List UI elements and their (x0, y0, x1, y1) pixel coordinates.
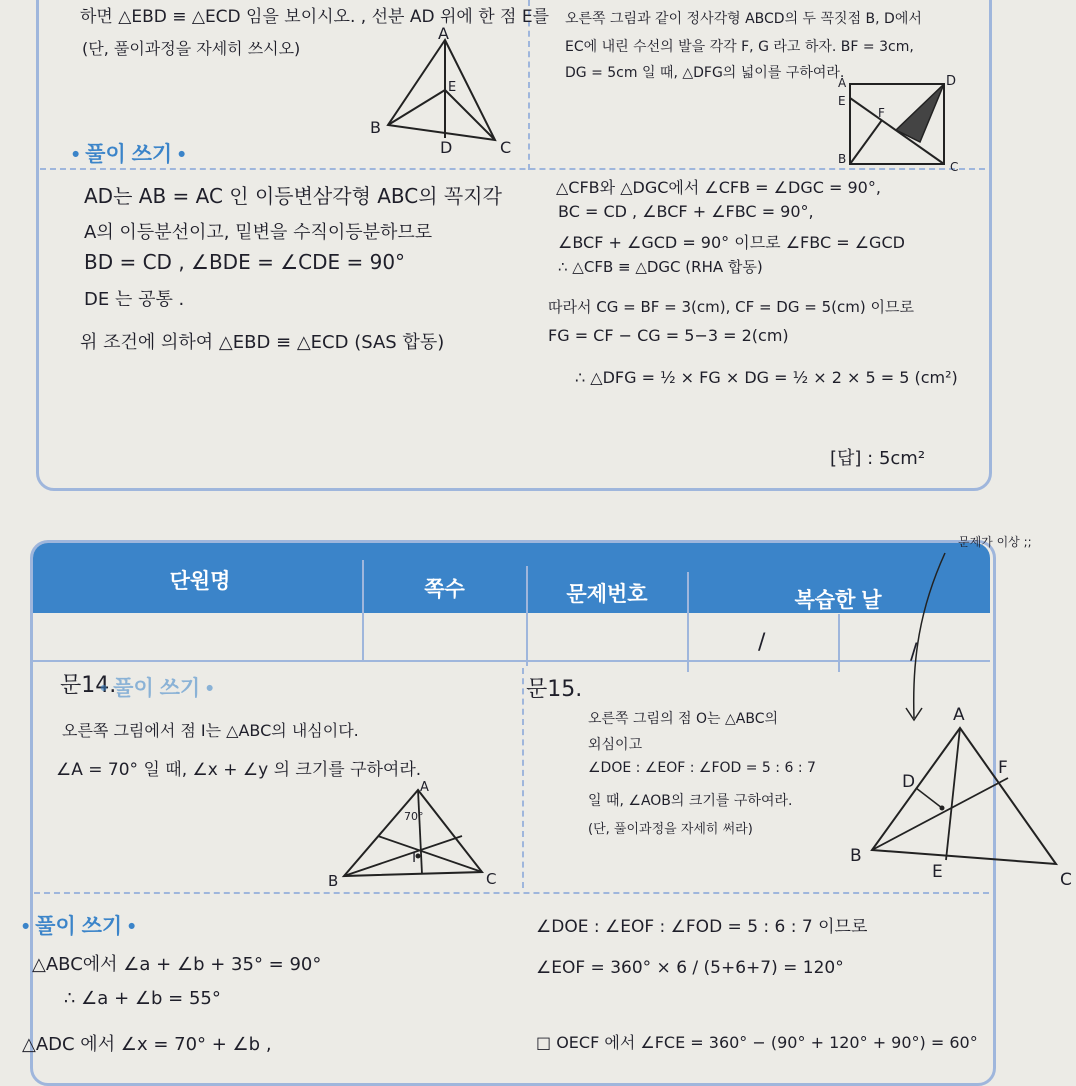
top-right-solution-line6: FG = CF − CG = 5−3 = 2(cm) (548, 326, 789, 345)
review-col-divider-4 (838, 614, 840, 672)
circumcenter-triangle-figure (860, 716, 1060, 876)
problem-15-fig-label-b: B (850, 846, 862, 866)
top-right-fig-label-c: C (950, 160, 959, 174)
problem-14-line2: ∠A = 70° 일 때, ∠x + ∠y 의 크기를 구하여라. (56, 760, 422, 780)
square-figure (840, 76, 960, 176)
top-right-fig-label-e: E (838, 94, 846, 108)
problem-15-line2: 외심이고 (588, 737, 643, 753)
top-left-fig-label-e: E (448, 80, 457, 95)
top-right-solution-line2: BC = CD , ∠BCF + ∠FBC = 90°, (558, 202, 814, 221)
top-left-fig-label-b: B (370, 118, 381, 137)
top-right-fig-label-a: A (838, 76, 847, 90)
top-right-fig-label-d: D (946, 74, 957, 89)
problem-15-fig-label-d: D (902, 772, 916, 792)
top-left-solution-line2: A의 이등분선이고, 밑변을 수직이등분하므로 (84, 222, 433, 243)
problem-15-number: 문15. (526, 677, 583, 702)
review-date-mark-2: / (910, 640, 918, 665)
problem-14-fig-label-a: A (420, 780, 429, 795)
problem-14-fig-label-c: C (486, 870, 497, 888)
review-date-mark-1: / (758, 630, 766, 655)
top-right-solution-line4: ∴ △CFB ≡ △DGC (RHA 합동) (558, 258, 763, 276)
top-right-problem-line3: DG = 5cm 일 때, △DFG의 넓이를 구하여라. (565, 65, 845, 81)
problem-14-fig-label-b: B (328, 872, 339, 890)
review-header-problem-number: 문제번호 (566, 583, 648, 606)
problem-15-fig-label-e: E (932, 862, 943, 882)
problem-14-solution-line3: △ADC 에서 ∠x = 70° + ∠b , (22, 1034, 272, 1055)
incenter-triangle-figure (330, 780, 500, 890)
top-right-solution-line1: △CFB와 △DGC에서 ∠CFB = ∠DGC = 90°, (556, 178, 881, 197)
top-left-solution-line1: AD는 AB = AC 인 이등변삼각형 ABC의 꼭지각 (84, 184, 502, 208)
top-left-fig-label-c: C (500, 138, 512, 157)
problem-14-solution-line2: ∴ ∠a + ∠b = 55° (64, 988, 221, 1009)
top-right-solution-line3: ∠BCF + ∠GCD = 90° 이므로 ∠FBC = ∠GCD (558, 233, 905, 252)
review-col-divider-3 (687, 572, 689, 672)
top-right-fig-label-b: B (838, 152, 847, 166)
review-header-review-date: 복습한 날 (794, 589, 882, 612)
bottom-center-divider (522, 668, 524, 888)
problem-14-solution-line1: △ABC에서 ∠a + ∠b + 35° = 90° (32, 954, 322, 975)
top-left-solution-line4: DE 는 공통 . (84, 289, 185, 310)
problem-15-fig-label-a: A (953, 705, 965, 725)
problem-15-line4: 일 때, ∠AOB의 크기를 구하여라. (588, 793, 793, 809)
review-table-bottom (33, 660, 990, 662)
top-left-problem-line1: 하면 △EBD ≡ △ECD 임을 보이시오. , 선분 AD 위에 한 점 E를 (80, 7, 550, 27)
problem-15-solution-line1: ∠DOE : ∠EOF : ∠FOD = 5 : 6 : 7 이므로 (536, 917, 868, 937)
problem-14-fig-label-angle: 70° (404, 810, 424, 823)
problem-15-line3: ∠DOE : ∠EOF : ∠FOD = 5 : 6 : 7 (588, 760, 816, 776)
top-right-problem-line1: 오른쪽 그림과 같이 정사각형 ABCD의 두 꼭짓점 B, D에서 (565, 11, 922, 27)
top-right-problem-line2: EC에 내린 수선의 발을 각각 F, G 라고 하자. BF = 3cm, (565, 39, 914, 55)
review-header-unit: 단원명 (169, 570, 231, 593)
problem-14-number: 문14. (60, 673, 117, 698)
problem-15-line1: 오른쪽 그림의 점 O는 △ABC의 (588, 711, 779, 727)
top-left-problem-line2: (단, 풀이과정을 자세히 쓰시오) (82, 39, 301, 58)
top-right-solution-line7: ∴ △DFG = ½ × FG × DG = ½ × 2 × 5 = 5 (cm²) (575, 368, 958, 387)
bottom-solution-divider (34, 892, 989, 894)
review-col-divider-1 (362, 560, 364, 660)
problem-14-header: • 풀이 쓰기 • (100, 677, 214, 700)
margin-note: 문제가 이상 ;; (958, 535, 1032, 549)
top-left-solution-line3: BD = CD , ∠BDE = ∠CDE = 90° (84, 250, 406, 274)
problem-14-solution-header: • 풀이 쓰기 • (22, 915, 136, 938)
top-left-solution-header: • 풀이 쓰기 • (72, 143, 186, 166)
top-right-answer: [답] : 5cm² (830, 448, 926, 469)
review-col-divider-2 (526, 566, 528, 666)
problem-15-fig-label-f: F (998, 758, 1008, 778)
problem-15-line5: (단, 풀이과정을 자세히 써라) (588, 822, 753, 837)
problem-15-solution-line2: ∠EOF = 360° × 6 / (5+6+7) = 120° (536, 958, 844, 978)
top-left-solution-line5: 위 조건에 의하여 △EBD ≡ △ECD (SAS 합동) (80, 332, 445, 353)
problem-15-solution-line3: □ OECF 에서 ∠FCE = 360° − (90° + 120° + 90°) = 60° (536, 1033, 978, 1052)
margin-note-arrow (900, 548, 960, 728)
problem-14-line1: 오른쪽 그림에서 점 I는 △ABC의 내심이다. (62, 721, 359, 740)
top-left-fig-label-a: A (438, 24, 449, 43)
top-right-solution-line5: 따라서 CG = BF = 3(cm), CF = DG = 5(cm) 이므로 (548, 298, 914, 316)
top-left-fig-label-d: D (440, 138, 453, 157)
top-right-fig-label-f: F (878, 106, 885, 120)
review-header-page: 쪽수 (424, 578, 465, 601)
problem-15-fig-label-c: C (1060, 870, 1072, 890)
problem-14-fig-label-i: I (412, 850, 417, 866)
